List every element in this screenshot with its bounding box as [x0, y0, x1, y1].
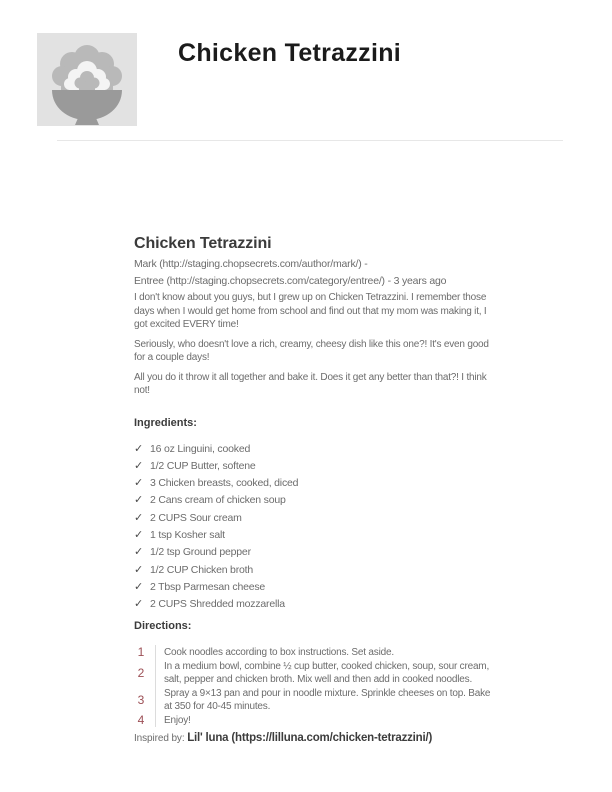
meta-line — [134, 275, 496, 288]
checkmark-icon: ✓ — [134, 580, 144, 593]
step-number: 2 — [137, 665, 145, 680]
checkmark-icon: ✓ — [134, 459, 144, 472]
ingredient-item — [134, 546, 496, 558]
step-text: Spray a 9×13 pan and pour in noodle mixture. Sprinkle cheeses on top. Bake at 350 for 40-45 minutes. — [155, 686, 496, 713]
intro-paragraph: All you do it throw it all together and bake it. Does it get any better than that?! I think not! — [134, 371, 487, 396]
recipe-content — [134, 235, 496, 744]
checkmark-icon: ✓ — [134, 511, 144, 524]
checkmark-icon: ✓ — [134, 442, 144, 455]
inspired-by-label: Inspired by: — [134, 733, 185, 745]
inspired-by-line — [134, 732, 496, 744]
posted-ago: 3 years ago — [393, 275, 447, 287]
ingredient-item — [134, 477, 496, 489]
intro-paragraph: I don't know about you guys, but I grew up on Chicken Tetrazzini. I remember those days when I would get home from school and find out that my mom was making it, I got excited EVERY time! — [134, 292, 487, 330]
ingredient-item — [134, 581, 496, 593]
direction-step — [134, 659, 496, 686]
ingredient-item — [134, 494, 496, 506]
ingredient-item — [134, 443, 496, 455]
directions-list — [134, 645, 496, 727]
ingredients-heading: Ingredients: — [134, 416, 197, 429]
ingredient-item — [134, 529, 496, 541]
rice-bowl-icon — [37, 33, 137, 126]
ingredient-text: 1 tsp Kosher salt — [150, 528, 225, 541]
ingredient-item — [134, 564, 496, 576]
ingredient-text: 3 Chicken breasts, cooked, diced — [150, 477, 299, 490]
ingredient-text: 2 CUPS Shredded mozzarella — [150, 598, 285, 611]
step-text: In a medium bowl, combine ½ cup butter, cooked chicken, soup, sour cream, salt, pepper and chicken broth. Mix well and then add in cooked noodles. — [155, 659, 496, 686]
intro-paragraph: Seriously, who doesn't love a rich, creamy, cheesy dish like this one?! It's even good for a couple days! — [134, 338, 489, 363]
recipe-title: Chicken Tetrazzini — [134, 235, 272, 252]
checkmark-icon: ✓ — [134, 528, 144, 541]
step-number: 3 — [137, 692, 145, 707]
header-divider — [57, 140, 563, 141]
recipe-intro — [134, 291, 496, 398]
direction-step — [134, 645, 496, 659]
checkmark-icon: ✓ — [134, 563, 144, 576]
ingredient-item — [134, 598, 496, 610]
checkmark-icon: ✓ — [134, 598, 144, 611]
step-number: 1 — [137, 645, 145, 660]
page-title: Chicken Tetrazzini — [178, 39, 402, 67]
directions-heading: Directions: — [134, 620, 192, 633]
category-link[interactable]: Entree (http://staging.chopsecrets.com/category/entree/) - — [134, 275, 391, 287]
checkmark-icon: ✓ — [134, 494, 144, 507]
ingredient-text: 1/2 tsp Ground pepper — [150, 546, 251, 559]
ingredients-list — [134, 443, 496, 611]
direction-step — [134, 713, 496, 727]
step-number: 4 — [137, 713, 145, 728]
ingredient-text: 1/2 CUP Butter, softene — [150, 459, 256, 472]
step-text: Enjoy! — [155, 713, 496, 727]
ingredient-text: 2 Tbsp Parmesan cheese — [150, 580, 266, 593]
direction-step — [134, 686, 496, 713]
ingredient-text: 2 Cans cream of chicken soup — [150, 494, 286, 507]
masthead — [37, 33, 401, 126]
author-link[interactable]: Mark (http://staging.chopsecrets.com/author/mark/) - — [134, 258, 368, 270]
checkmark-icon: ✓ — [134, 546, 144, 559]
ingredient-item — [134, 460, 496, 472]
ingredient-text: 1/2 CUP Chicken broth — [150, 563, 253, 576]
ingredient-item — [134, 512, 496, 524]
ingredient-text: 2 CUPS Sour cream — [150, 511, 242, 524]
inspired-by-link[interactable]: Lil' luna (https://lilluna.com/chicken-tetrazzini/) — [187, 732, 433, 745]
step-text: Cook noodles according to box instructions. Set aside. — [155, 645, 496, 659]
ingredient-text: 16 oz Linguini, cooked — [150, 442, 251, 455]
checkmark-icon: ✓ — [134, 477, 144, 490]
